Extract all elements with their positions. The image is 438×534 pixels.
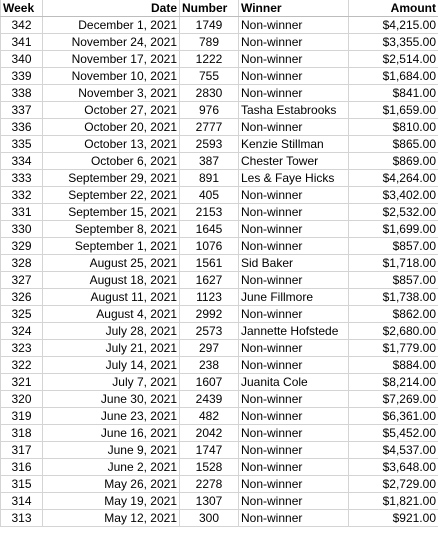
cell-date[interactable]: December 1, 2021 — [43, 17, 180, 34]
cell-amount[interactable]: $921.00 — [349, 510, 438, 527]
table-row — [1, 442, 438, 459]
cell-date[interactable]: September 22, 2021 — [43, 187, 180, 204]
table-row — [1, 68, 438, 85]
table-row — [1, 340, 438, 357]
cell-winner[interactable]: Non-winner — [239, 85, 349, 102]
table-row — [1, 493, 438, 510]
cell-winner[interactable]: Non-winner — [239, 459, 349, 476]
table-body — [1, 17, 438, 527]
table-row — [1, 374, 438, 391]
cell-week[interactable]: 333 — [1, 170, 43, 187]
cell-amount[interactable]: $3,355.00 — [349, 34, 438, 51]
cell-amount[interactable]: $5,452.00 — [349, 425, 438, 442]
header-date[interactable]: Date — [43, 0, 180, 17]
cell-date[interactable]: August 18, 2021 — [43, 272, 180, 289]
cell-amount[interactable]: $3,648.00 — [349, 459, 438, 476]
cell-amount[interactable]: $1,699.00 — [349, 221, 438, 238]
cell-number[interactable]: 2278 — [180, 476, 239, 493]
cell-week[interactable]: 329 — [1, 238, 43, 255]
cell-date[interactable]: September 29, 2021 — [43, 170, 180, 187]
cell-amount[interactable]: $6,361.00 — [349, 408, 438, 425]
cell-winner[interactable]: Non-winner — [239, 306, 349, 323]
cell-week[interactable]: 320 — [1, 391, 43, 408]
cell-week[interactable]: 319 — [1, 408, 43, 425]
cell-week[interactable]: 321 — [1, 374, 43, 391]
cell-amount[interactable]: $3,402.00 — [349, 187, 438, 204]
table-row — [1, 357, 438, 374]
cell-winner[interactable]: Non-winner — [239, 119, 349, 136]
header-number[interactable]: Number — [180, 0, 239, 17]
cell-week[interactable]: 317 — [1, 442, 43, 459]
cell-winner[interactable]: Non-winner — [239, 238, 349, 255]
cell-week[interactable]: 326 — [1, 289, 43, 306]
cell-amount[interactable]: $865.00 — [349, 136, 438, 153]
cell-week[interactable]: 322 — [1, 357, 43, 374]
cell-week[interactable]: 335 — [1, 136, 43, 153]
cell-winner[interactable]: Non-winner — [239, 340, 349, 357]
cell-number[interactable]: 1307 — [180, 493, 239, 510]
cell-week[interactable]: 342 — [1, 17, 43, 34]
cell-amount[interactable]: $1,659.00 — [349, 102, 438, 119]
cell-number[interactable]: 1627 — [180, 272, 239, 289]
cell-winner[interactable]: Juanita Cole — [239, 374, 349, 391]
cell-winner[interactable]: Non-winner — [239, 51, 349, 68]
table-row — [1, 476, 438, 493]
cell-week[interactable]: 340 — [1, 51, 43, 68]
cell-number[interactable]: 1222 — [180, 51, 239, 68]
cell-winner[interactable]: Non-winner — [239, 476, 349, 493]
table-row — [1, 323, 438, 340]
cell-week[interactable]: 330 — [1, 221, 43, 238]
table-row — [1, 408, 438, 425]
cell-number[interactable]: 1123 — [180, 289, 239, 306]
cell-week[interactable]: 339 — [1, 68, 43, 85]
cell-number[interactable]: 789 — [180, 34, 239, 51]
cell-number[interactable]: 238 — [180, 357, 239, 374]
cell-winner[interactable]: Non-winner — [239, 272, 349, 289]
cell-week[interactable]: 336 — [1, 119, 43, 136]
cell-amount[interactable]: $1,718.00 — [349, 255, 438, 272]
cell-number[interactable]: 976 — [180, 102, 239, 119]
cell-date[interactable]: June 16, 2021 — [43, 425, 180, 442]
cell-week[interactable]: 318 — [1, 425, 43, 442]
cell-winner[interactable]: Non-winner — [239, 34, 349, 51]
cell-week[interactable]: 338 — [1, 85, 43, 102]
table-row — [1, 153, 438, 170]
cell-week[interactable]: 334 — [1, 153, 43, 170]
cell-number[interactable]: 2153 — [180, 204, 239, 221]
cell-amount[interactable]: $857.00 — [349, 272, 438, 289]
cell-week[interactable]: 341 — [1, 34, 43, 51]
cell-number[interactable]: 2992 — [180, 306, 239, 323]
cell-amount[interactable]: $884.00 — [349, 357, 438, 374]
cell-winner[interactable]: Non-winner — [239, 408, 349, 425]
table-row — [1, 85, 438, 102]
cell-date[interactable]: July 7, 2021 — [43, 374, 180, 391]
cell-date[interactable]: May 26, 2021 — [43, 476, 180, 493]
cell-date[interactable]: July 21, 2021 — [43, 340, 180, 357]
table-row — [1, 136, 438, 153]
cell-amount[interactable]: $1,684.00 — [349, 68, 438, 85]
table-row — [1, 255, 438, 272]
cell-date[interactable]: November 17, 2021 — [43, 51, 180, 68]
cell-winner[interactable]: Kenzie Stillman — [239, 136, 349, 153]
cell-date[interactable]: June 30, 2021 — [43, 391, 180, 408]
cell-number[interactable]: 1561 — [180, 255, 239, 272]
cell-week[interactable]: 332 — [1, 187, 43, 204]
cell-number[interactable]: 1645 — [180, 221, 239, 238]
cell-number[interactable]: 300 — [180, 510, 239, 527]
cell-winner[interactable]: Non-winner — [239, 442, 349, 459]
cell-amount[interactable]: $1,738.00 — [349, 289, 438, 306]
table-row — [1, 102, 438, 119]
cell-number[interactable]: 1076 — [180, 238, 239, 255]
cell-number[interactable]: 891 — [180, 170, 239, 187]
cell-number[interactable]: 2593 — [180, 136, 239, 153]
cell-amount[interactable]: $810.00 — [349, 119, 438, 136]
cell-date[interactable]: November 24, 2021 — [43, 34, 180, 51]
table-row — [1, 204, 438, 221]
cell-winner[interactable]: Jannette Hofstede — [239, 323, 349, 340]
cell-number[interactable]: 2573 — [180, 323, 239, 340]
table-row — [1, 51, 438, 68]
table-row — [1, 187, 438, 204]
cell-winner[interactable]: Non-winner — [239, 68, 349, 85]
header-amount[interactable]: Amount — [349, 0, 438, 17]
cell-amount[interactable]: $869.00 — [349, 153, 438, 170]
cell-date[interactable]: August 11, 2021 — [43, 289, 180, 306]
cell-number[interactable]: 297 — [180, 340, 239, 357]
cell-number[interactable]: 755 — [180, 68, 239, 85]
table-row — [1, 34, 438, 51]
cell-amount[interactable]: $4,264.00 — [349, 170, 438, 187]
cell-number[interactable]: 1749 — [180, 17, 239, 34]
table-row — [1, 119, 438, 136]
cell-number[interactable]: 387 — [180, 153, 239, 170]
cell-winner[interactable]: Non-winner — [239, 493, 349, 510]
cell-date[interactable]: August 25, 2021 — [43, 255, 180, 272]
cell-date[interactable]: November 3, 2021 — [43, 85, 180, 102]
cell-number[interactable]: 2439 — [180, 391, 239, 408]
table-row — [1, 510, 438, 527]
cell-winner[interactable]: Les & Faye Hicks — [239, 170, 349, 187]
cell-amount[interactable]: $841.00 — [349, 85, 438, 102]
cell-date[interactable]: October 13, 2021 — [43, 136, 180, 153]
cell-amount[interactable]: $2,729.00 — [349, 476, 438, 493]
table-row — [1, 238, 438, 255]
cell-week[interactable]: 313 — [1, 510, 43, 527]
cell-date[interactable]: June 9, 2021 — [43, 442, 180, 459]
cell-number[interactable]: 1607 — [180, 374, 239, 391]
table-row — [1, 459, 438, 476]
cell-winner[interactable]: Tasha Estabrooks — [239, 102, 349, 119]
cell-amount[interactable]: $2,514.00 — [349, 51, 438, 68]
cell-amount[interactable]: $1,779.00 — [349, 340, 438, 357]
cell-number[interactable]: 2777 — [180, 119, 239, 136]
cell-week[interactable]: 331 — [1, 204, 43, 221]
cell-winner[interactable]: Non-winner — [239, 391, 349, 408]
cell-date[interactable]: May 19, 2021 — [43, 493, 180, 510]
cell-week[interactable]: 337 — [1, 102, 43, 119]
cell-amount[interactable]: $4,215.00 — [349, 17, 438, 34]
cell-date[interactable]: May 12, 2021 — [43, 510, 180, 527]
cell-amount[interactable]: $857.00 — [349, 238, 438, 255]
cell-week[interactable]: 314 — [1, 493, 43, 510]
cell-date[interactable]: September 8, 2021 — [43, 221, 180, 238]
cell-week[interactable]: 328 — [1, 255, 43, 272]
cell-number[interactable]: 2830 — [180, 85, 239, 102]
table-row — [1, 289, 438, 306]
cell-date[interactable]: August 4, 2021 — [43, 306, 180, 323]
cell-winner[interactable]: Non-winner — [239, 510, 349, 527]
table-row — [1, 425, 438, 442]
cell-week[interactable]: 327 — [1, 272, 43, 289]
table-row — [1, 17, 438, 34]
cell-number[interactable]: 2042 — [180, 425, 239, 442]
cell-amount[interactable]: $2,532.00 — [349, 204, 438, 221]
cell-winner[interactable]: June Fillmore — [239, 289, 349, 306]
cell-winner[interactable]: Non-winner — [239, 204, 349, 221]
cell-date[interactable]: November 10, 2021 — [43, 68, 180, 85]
cell-winner[interactable]: Non-winner — [239, 187, 349, 204]
cell-winner[interactable]: Chester Tower — [239, 153, 349, 170]
cell-week[interactable]: 316 — [1, 459, 43, 476]
table-row — [1, 272, 438, 289]
cell-amount[interactable]: $7,269.00 — [349, 391, 438, 408]
cell-date[interactable]: June 23, 2021 — [43, 408, 180, 425]
cell-amount[interactable]: $862.00 — [349, 306, 438, 323]
cell-number[interactable]: 1528 — [180, 459, 239, 476]
cell-date[interactable]: July 28, 2021 — [43, 323, 180, 340]
header-week[interactable]: Week — [1, 0, 43, 17]
cell-date[interactable]: September 15, 2021 — [43, 204, 180, 221]
cell-number[interactable]: 1747 — [180, 442, 239, 459]
cell-date[interactable]: October 27, 2021 — [43, 102, 180, 119]
table-row — [1, 306, 438, 323]
cell-winner[interactable]: Non-winner — [239, 425, 349, 442]
cell-date[interactable]: June 2, 2021 — [43, 459, 180, 476]
table-row — [1, 221, 438, 238]
cell-winner[interactable]: Non-winner — [239, 221, 349, 238]
header-winner[interactable]: Winner — [239, 0, 349, 17]
cell-date[interactable]: October 20, 2021 — [43, 119, 180, 136]
cell-winner[interactable]: Non-winner — [239, 357, 349, 374]
cell-winner[interactable]: Sid Baker — [239, 255, 349, 272]
cell-date[interactable]: July 14, 2021 — [43, 357, 180, 374]
cell-week[interactable]: 325 — [1, 306, 43, 323]
table-row — [1, 391, 438, 408]
table-row — [1, 170, 438, 187]
cell-week[interactable]: 324 — [1, 323, 43, 340]
cell-amount[interactable]: $4,537.00 — [349, 442, 438, 459]
cell-date[interactable]: September 1, 2021 — [43, 238, 180, 255]
header-row — [1, 0, 438, 17]
cell-winner[interactable]: Non-winner — [239, 17, 349, 34]
cell-number[interactable]: 482 — [180, 408, 239, 425]
cell-date[interactable]: October 6, 2021 — [43, 153, 180, 170]
cell-number[interactable]: 405 — [180, 187, 239, 204]
cell-amount[interactable]: $1,821.00 — [349, 493, 438, 510]
cell-amount[interactable]: $2,680.00 — [349, 323, 438, 340]
cell-amount[interactable]: $8,214.00 — [349, 374, 438, 391]
cell-week[interactable]: 323 — [1, 340, 43, 357]
cell-week[interactable]: 315 — [1, 476, 43, 493]
